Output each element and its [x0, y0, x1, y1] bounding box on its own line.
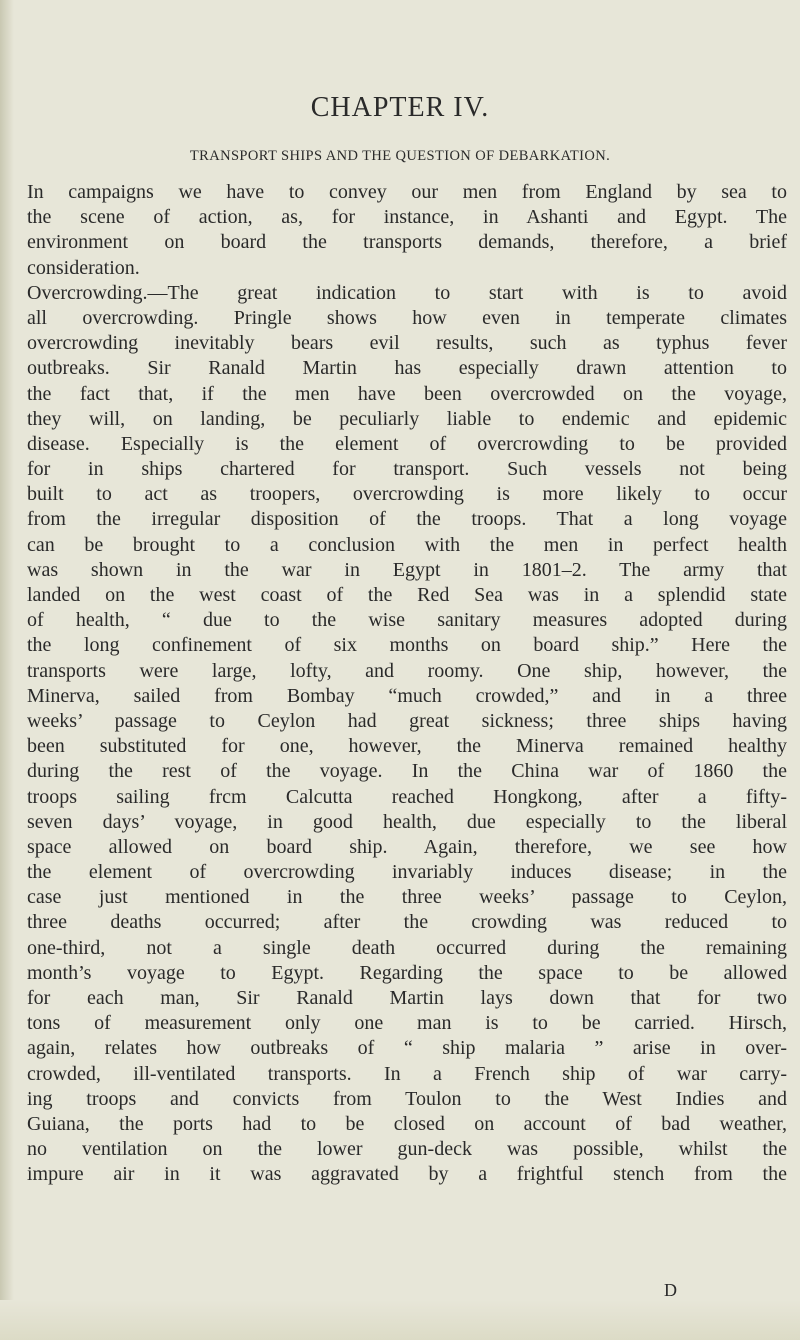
text-line: Overcrowding.—The great indication to start with is to avoid — [27, 281, 787, 304]
chapter-title: CHAPTER IV. — [310, 92, 490, 123]
body-text — [27, 180, 787, 1188]
signature-mark: D — [664, 1280, 677, 1300]
text-line: the scene of action, as, for instance, in Ashanti and Egypt. The — [27, 206, 787, 229]
text-line: troops sailing frcm Calcutta reached Hongkong, after a fifty- — [27, 785, 787, 808]
text-line: environment on board the transports demands, therefore, a brief — [27, 231, 787, 254]
text-line: Guiana, the ports had to be closed on account of bad weather, — [27, 1112, 787, 1135]
text-line: was shown in the war in Egypt in 1801–2. The army that — [27, 558, 787, 581]
text-line: impure air in it was aggravated by a frightful stench from the — [27, 1163, 787, 1186]
text-line: built to act as troopers, overcrowding is more likely to occur — [27, 483, 787, 506]
text-line: crowded, ill-ventilated transports. In a French ship of war carry- — [27, 1062, 787, 1085]
text-line: during the rest of the voyage. In the China war of 1860 the — [27, 760, 787, 783]
text-line: seven days’ voyage, in good health, due especially to the liberal — [27, 810, 787, 833]
text-line: transports were large, lofty, and roomy. One ship, however, the — [27, 659, 787, 682]
page-bottom-shadow — [0, 1300, 800, 1340]
text-line: all overcrowding. Pringle shows how even in temperate climates — [27, 306, 787, 329]
text-line: for each man, Sir Ranald Martin lays down that for two — [27, 987, 787, 1009]
text-line: been substituted for one, however, the Minerva remained healthy — [27, 735, 787, 758]
text-line: ing troops and convicts from Toulon to the West Indies and — [27, 1087, 787, 1110]
text-line: weeks’ passage to Ceylon had great sickness; three ships having — [27, 709, 787, 732]
text-line: three deaths occurred; after the crowding was reduced to — [27, 911, 787, 934]
chapter-subtitle: TRANSPORT SHIPS AND THE QUESTION OF DEBARKATION. — [189, 148, 611, 164]
text-line: case just mentioned in the three weeks’ passage to Ceylon, — [27, 886, 787, 909]
text-line: disease. Especially is the element of overcrowding to be provided — [27, 432, 787, 455]
text-line: the fact that, if the men have been overcrowded on the voyage, — [27, 382, 787, 405]
text-line: of health, “ due to the wise sanitary measures adopted during — [27, 609, 787, 632]
text-line: In campaigns we have to convey our men from England by sea to — [27, 181, 787, 203]
text-line: can be brought to a conclusion with the men in perfect health — [27, 533, 787, 556]
text-line: no ventilation on the lower gun-deck was possible, whilst the — [27, 1138, 787, 1161]
text-line: overcrowding inevitably bears evil results, such as typhus fever — [27, 332, 787, 355]
text-line: outbreaks. Sir Ranald Martin has especially drawn attention to — [27, 357, 787, 380]
text-line: from the irregular disposition of the troops. That a long voyage — [27, 508, 787, 531]
text-line: consideration. — [27, 256, 140, 279]
page-binding-shadow — [0, 0, 14, 1340]
text-line: the element of overcrowding invariably induces disease; in the — [27, 861, 787, 884]
text-line: again, relates how outbreaks of “ ship malaria ” arise in over- — [27, 1037, 787, 1060]
text-line: Minerva, sailed from Bombay “much crowded,” and in a three — [27, 684, 787, 707]
text-line: for in ships chartered for transport. Such vessels not being — [27, 458, 787, 481]
text-line: tons of measurement only one man is to be carried. Hirsch, — [27, 1012, 787, 1035]
text-line: month’s voyage to Egypt. Regarding the space to be allowed — [27, 961, 787, 984]
text-line: the long confinement of six months on board ship.” Here the — [27, 634, 787, 657]
text-line: space allowed on board ship. Again, therefore, we see how — [27, 835, 787, 858]
text-line: they will, on landing, be peculiarly liable to endemic and epidemic — [27, 407, 787, 430]
text-line: landed on the west coast of the Red Sea was in a splendid state — [27, 584, 787, 606]
text-line: one-third, not a single death occurred during the remaining — [27, 936, 787, 959]
